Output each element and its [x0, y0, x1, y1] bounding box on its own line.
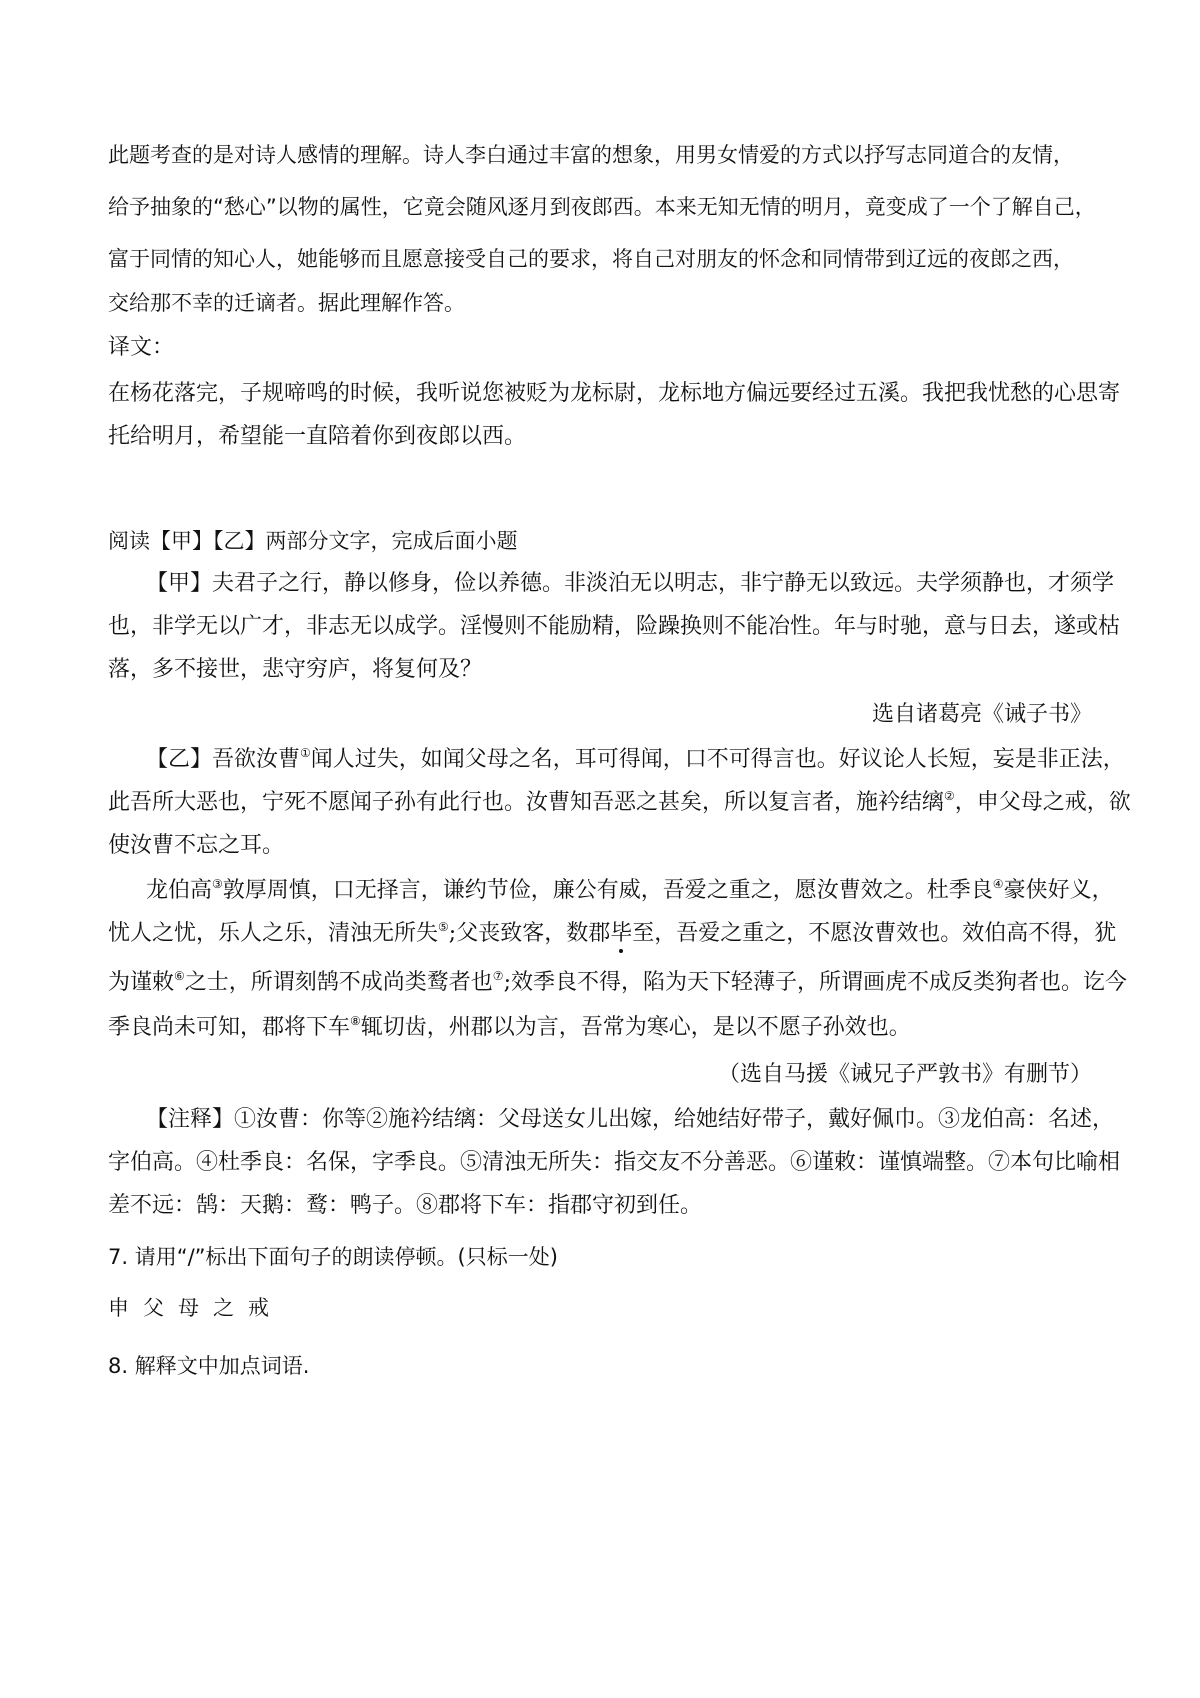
text-segment: 之士，所谓刻鹄不成尚类鹜者也 — [184, 970, 493, 995]
analysis-line-4: 交给那不幸的迁谪者。据此理解作答。 — [108, 291, 465, 315]
text-segment: 此吾所大恶也，宁死不愿闻子孙有此行也。汝曹知吾恶之甚矣，所以复言者，施衿结缡 — [108, 790, 945, 815]
jia-line-1: 【甲】夫君子之行，静以修身，俭以养德。非淡泊无以明志，非宁静无以致远。夫学须静也，才须学 — [146, 571, 1115, 596]
text-segment: 季良尚未可知，郡将下车 — [108, 1015, 351, 1040]
translation-line-2: 托给明月，希望能一直陪着你到夜郎以西。 — [108, 424, 527, 449]
footnote-mark-6: ⑥ — [174, 969, 185, 983]
yi-p2-line-1 — [146, 876, 1114, 906]
text-segment: ;效季良不得，陷为天下轻薄子，所谓画虎不成反类狗者也。讫今 — [503, 970, 1127, 995]
footnote-mark-2: ② — [944, 789, 955, 803]
translation-heading: 译文： — [108, 335, 175, 360]
text-segment: 【乙】吾欲汝曹 — [146, 747, 301, 772]
text-segment: 敦厚周慎，口无择言，谦约节俭，廉公有威，吾爱之重之，愿汝曹效之。杜季良 — [222, 878, 993, 903]
yi-p1-line-3: 使汝曹不忘之耳。 — [108, 833, 285, 858]
text-segment: 辄切齿，州郡以为言，吾常为寒心，是以不愿子孙效也。 — [360, 1015, 911, 1040]
yi-p2-line-2 — [108, 919, 1117, 949]
footnote-mark-4: ④ — [992, 877, 1004, 891]
notes-line-1: 【注释】①汝曹：你等②施衿结缡：父母送女儿出嫁，给她结好带子，戴好佩巾。③龙伯高：名述， — [146, 1107, 1115, 1132]
yi-p1-line-1 — [146, 745, 1125, 775]
text-segment: ，申父母之戒，欲 — [954, 790, 1131, 815]
footnote-mark-3: ③ — [212, 877, 223, 891]
jia-line-2: 也，非学无以广才，非志无以成学。淫慢则不能励精，险躁换则不能冶性。年与时驰，意与日去，遂或枯 — [108, 614, 1121, 639]
jia-line-3: 落，多不接世，悲守穷庐，将复何及？ — [108, 657, 483, 682]
question-8: 8. 解释文中加点词语. — [108, 1354, 310, 1378]
analysis-line-1: 此题考查的是对诗人感情的理解。诗人李白通过丰富的想象，用男女情爱的方式以抒写志同道合的友情， — [108, 143, 1074, 167]
analysis-line-2: 给予抽象的“愁心”以物的属性，它竟会随风逐月到夜郎西。本来无知无情的明月，竟变成了一个了解自己， — [108, 195, 1096, 219]
footnote-mark-7: ⑦ — [492, 969, 504, 983]
yi-p2-line-3 — [108, 968, 1127, 998]
translation-line-1: 在杨花落完，子规啼鸣的时候，我听说您被贬为龙标尉，龙标地方偏远要经过五溪。我把我忧愁的心思寄 — [108, 381, 1121, 406]
jia-source: 选自诸葛亮《诫子书》 — [871, 702, 1092, 727]
text-segment: 闻人过失，如闻父母之名，耳可得闻，口不可得言也。好议论人长短，妄是非正法， — [310, 747, 1125, 772]
analysis-line-3: 富于同情的知心人，她能够而且愿意接受自己的要求，将自己对朋友的怀念和同情带到辽远的夜郎之西， — [108, 247, 1074, 271]
text-segment: 至，吾爱之重之，不愿汝曹效也。效伯高不得，犹 — [632, 921, 1117, 946]
question-7-sentence: 申父母之戒 — [108, 1296, 283, 1320]
text-segment: ;父丧致客，数郡 — [448, 921, 611, 946]
yi-p1-line-2 — [108, 788, 1131, 818]
text-segment: 龙伯高 — [146, 878, 213, 903]
dotted-word: 毕 — [610, 919, 632, 949]
reading-instruction: 阅读【甲】【乙】两部分文字，完成后面小题 — [108, 529, 518, 553]
yi-source: （选自马援《诫兄子严敦书》有删节） — [717, 1062, 1092, 1087]
text-segment: 为谨敕 — [108, 970, 175, 995]
notes-line-2: 字伯高。④杜季良：名保，字季良。⑤清浊无所失：指交友不分善恶。⑥谨敕：谨慎端整。⑦本句比喻相 — [108, 1150, 1121, 1175]
text-segment: 忧人之忧，乐人之乐，清浊无所失 — [108, 921, 439, 946]
footnote-mark-1: ① — [300, 746, 311, 760]
footnote-mark-8: ⑧ — [350, 1014, 361, 1028]
yi-p2-line-4 — [108, 1013, 1098, 1043]
footnote-mark-5: ⑤ — [438, 920, 449, 934]
notes-line-3: 差不远：鹄：天鹅：鹜：鸭子。⑧郡将下车：指郡守初到任。 — [108, 1193, 703, 1218]
question-7: 7. 请用“/”标出下面句子的朗读停顿。(只标一处) — [108, 1245, 558, 1269]
text-segment: 豪侠好义， — [1003, 878, 1114, 903]
